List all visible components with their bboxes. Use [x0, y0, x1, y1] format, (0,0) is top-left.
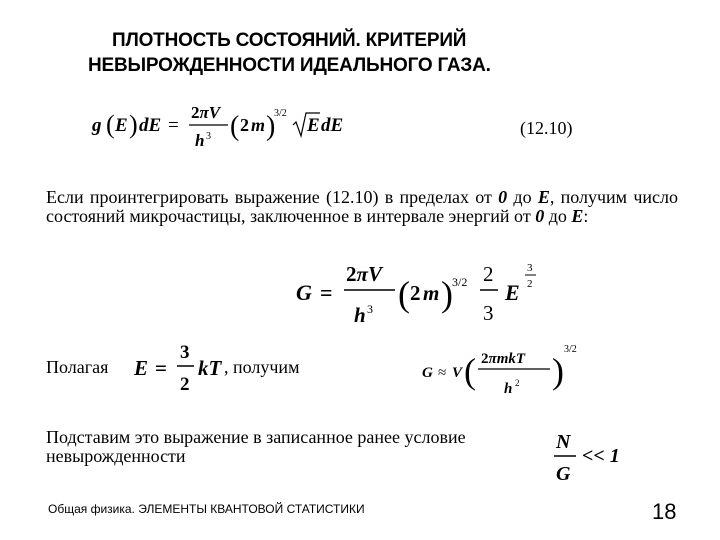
formula-density-of-states — [88, 98, 358, 154]
equation-number: (12.10) — [520, 118, 573, 138]
svg-text:(: ( — [230, 111, 240, 142]
svg-text:m: m — [423, 281, 440, 305]
svg-text:3: 3 — [180, 342, 190, 363]
substitute-text: Подставим это выражение в записанное ранее условие невырожденности — [46, 427, 466, 466]
slide-title-line-1: ПЛОТНОСТЬ СОСТОЯНИЙ. КРИТЕРИЙ — [112, 30, 467, 51]
svg-text:2: 2 — [483, 262, 494, 286]
svg-text:(: ( — [464, 351, 476, 391]
svg-text:E: E — [307, 115, 320, 136]
svg-text:E: E — [505, 280, 520, 305]
svg-text:=: = — [168, 115, 179, 136]
paragraph-text-4: до — [544, 206, 572, 226]
svg-text:V: V — [452, 365, 463, 381]
svg-text:3: 3 — [367, 302, 373, 316]
svg-text:≈: ≈ — [438, 365, 447, 381]
svg-text:=: = — [155, 356, 167, 380]
paragraph-limit-to: E — [537, 187, 550, 207]
svg-text:E: E — [134, 356, 149, 380]
svg-text:): ) — [441, 274, 453, 314]
page-number: 18 — [652, 499, 677, 524]
svg-text:3/2: 3/2 — [452, 275, 468, 289]
footer-text: Общая физика. ЭЛЕМЕНТЫ КВАНТОВОЙ СТАТИСТИКИ — [48, 502, 365, 516]
svg-text:2πmkT: 2πmkT — [481, 351, 526, 367]
result-label: , получим — [224, 357, 300, 377]
svg-text:3: 3 — [527, 262, 533, 274]
svg-text:2πV: 2πV — [191, 103, 221, 122]
paragraph-text-3: , получим число состояний микрочастицы, заключенное в интервале энергий от — [46, 187, 678, 226]
svg-text:(: ( — [398, 274, 410, 314]
svg-text:3/2: 3/2 — [564, 344, 577, 355]
paragraph-limit-from-2: 0 — [535, 206, 545, 226]
paragraph-integration — [46, 188, 678, 226]
svg-text:): ) — [266, 111, 276, 142]
paragraph-limit-to-2: E — [571, 206, 584, 226]
svg-text:G: G — [422, 365, 433, 381]
formula-number-of-states — [292, 254, 552, 330]
svg-text:): ) — [129, 110, 138, 139]
svg-text:h: h — [195, 131, 205, 150]
svg-text:2: 2 — [527, 278, 533, 290]
svg-text:3: 3 — [206, 131, 211, 142]
assume-label: Полагая — [46, 357, 109, 377]
svg-text:E: E — [115, 115, 128, 136]
formula-g-approximation — [418, 336, 588, 402]
svg-text:N: N — [556, 431, 571, 453]
svg-text:dE: dE — [139, 115, 162, 136]
svg-text:2πV: 2πV — [346, 262, 382, 286]
svg-text:(: ( — [106, 110, 115, 139]
svg-text:h: h — [504, 381, 513, 397]
svg-text:2: 2 — [240, 115, 249, 135]
paragraph-text-1: Если проинтегрировать выражение (12.10) в пределах от — [46, 187, 499, 207]
svg-text:2: 2 — [410, 281, 421, 305]
svg-text:2: 2 — [515, 378, 520, 388]
svg-text:G: G — [556, 463, 571, 485]
svg-text:G: G — [296, 280, 312, 305]
svg-text:<< 1: << 1 — [582, 445, 620, 467]
paragraph-limit-from: 0 — [498, 187, 508, 207]
paragraph-text-2: до — [507, 187, 538, 207]
svg-text:2: 2 — [180, 374, 190, 395]
svg-text:h: h — [354, 303, 366, 327]
svg-text:3: 3 — [483, 301, 494, 325]
svg-text:=: = — [320, 280, 333, 305]
slide-title-line-2: НЕВЫРОЖДЕННОСТИ ИДЕАЛЬНОГО ГАЗА. — [88, 55, 491, 76]
svg-text:kT: kT — [198, 356, 222, 380]
paragraph-text-5: : — [583, 206, 589, 226]
svg-text:m: m — [251, 115, 266, 135]
svg-text:dE: dE — [321, 115, 344, 136]
formula-mean-energy — [130, 338, 230, 396]
svg-text:g: g — [92, 115, 102, 136]
svg-text:): ) — [552, 351, 564, 391]
svg-text:3/2: 3/2 — [274, 108, 287, 119]
formula-nondegeneracy-criterion — [552, 424, 642, 486]
